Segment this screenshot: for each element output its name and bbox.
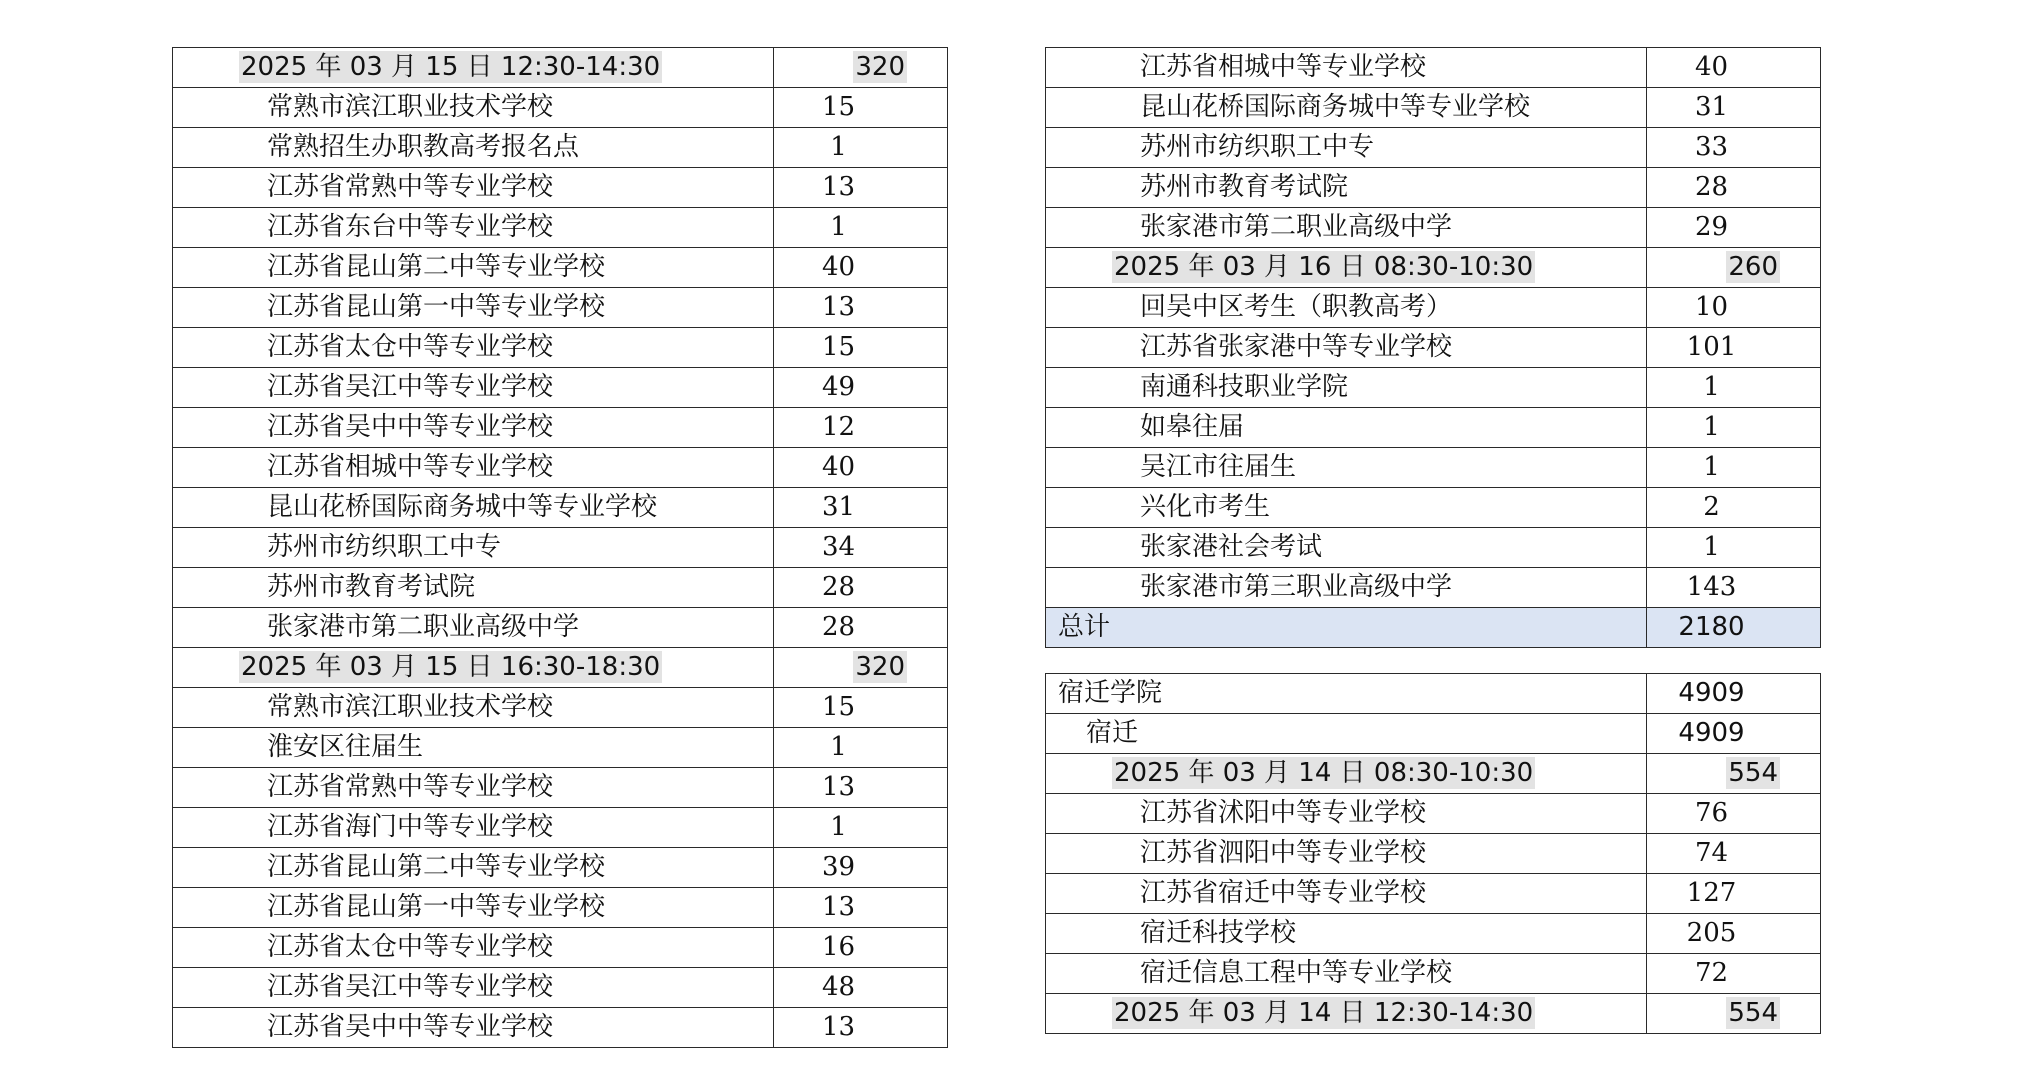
row-label bbox=[1046, 994, 1647, 1034]
row-label: 张家港市第二职业高级中学 bbox=[173, 608, 774, 648]
table-row bbox=[1046, 128, 1821, 168]
table-row bbox=[173, 448, 948, 488]
row-label bbox=[1046, 248, 1647, 288]
city-row bbox=[1046, 714, 1821, 754]
school-row bbox=[1046, 674, 1821, 714]
row-label: 回吴中区考生（职教高考） bbox=[1046, 288, 1647, 328]
row-count: 13 bbox=[774, 168, 948, 208]
row-count: 4909 bbox=[1647, 674, 1821, 714]
table-row bbox=[1046, 328, 1821, 368]
row-count: 143 bbox=[1647, 568, 1821, 608]
table-row bbox=[1046, 408, 1821, 448]
row-count: 4909 bbox=[1647, 714, 1821, 754]
row-count: 28 bbox=[774, 608, 948, 648]
table-row bbox=[1046, 528, 1821, 568]
table-row bbox=[1046, 48, 1821, 88]
table-row bbox=[1046, 168, 1821, 208]
table-row bbox=[1046, 88, 1821, 128]
row-label: 苏州市纺织职工中专 bbox=[173, 528, 774, 568]
row-count: 1 bbox=[1647, 408, 1821, 448]
row-count: 12 bbox=[774, 408, 948, 448]
session-date-row bbox=[173, 648, 948, 688]
session-datetime: 2025 年 03 月 14 日 08:30-10:30 bbox=[1114, 758, 1534, 788]
row-label: 淮安区往届生 bbox=[173, 728, 774, 768]
row-label: 宿迁 bbox=[1046, 714, 1647, 754]
row-count: 101 bbox=[1647, 328, 1821, 368]
session-total: 554 bbox=[1728, 758, 1778, 788]
row-count: 13 bbox=[774, 288, 948, 328]
row-label: 江苏省吴江中等专业学校 bbox=[173, 368, 774, 408]
session-datetime: 2025 年 03 月 15 日 16:30-18:30 bbox=[241, 652, 661, 682]
session-datetime: 2025 年 03 月 15 日 12:30-14:30 bbox=[241, 52, 661, 82]
row-label: 张家港市第三职业高级中学 bbox=[1046, 568, 1647, 608]
row-count: 2180 bbox=[1647, 608, 1821, 648]
row-count: 127 bbox=[1647, 874, 1821, 914]
session-total: 320 bbox=[855, 52, 905, 82]
session-date-row bbox=[173, 48, 948, 88]
row-label: 江苏省相城中等专业学校 bbox=[1046, 48, 1647, 88]
row-count: 13 bbox=[774, 768, 948, 808]
table-row bbox=[1046, 954, 1821, 994]
table-row bbox=[1046, 288, 1821, 328]
table-row bbox=[173, 488, 948, 528]
row-label: 苏州市纺织职工中专 bbox=[1046, 128, 1647, 168]
row-label: 江苏省常熟中等专业学校 bbox=[173, 768, 774, 808]
row-count: 40 bbox=[774, 248, 948, 288]
table-row bbox=[173, 848, 948, 888]
table-row bbox=[173, 768, 948, 808]
exam-table-right-bottom bbox=[1045, 673, 1821, 1034]
row-count bbox=[1647, 754, 1821, 794]
row-label: 江苏省泗阳中等专业学校 bbox=[1046, 834, 1647, 874]
row-count: 1 bbox=[1647, 368, 1821, 408]
row-count: 28 bbox=[774, 568, 948, 608]
table-row bbox=[1046, 874, 1821, 914]
row-label: 江苏省昆山第一中等专业学校 bbox=[173, 888, 774, 928]
row-count: 13 bbox=[774, 888, 948, 928]
table-row bbox=[173, 408, 948, 448]
table-row bbox=[173, 728, 948, 768]
table-row bbox=[173, 608, 948, 648]
session-date-row bbox=[1046, 248, 1821, 288]
row-count: 2 bbox=[1647, 488, 1821, 528]
row-count: 48 bbox=[774, 968, 948, 1008]
row-count: 31 bbox=[1647, 88, 1821, 128]
exam-table-right-top bbox=[1045, 47, 1821, 648]
exam-table-left bbox=[172, 47, 948, 1048]
row-label: 苏州市教育考试院 bbox=[173, 568, 774, 608]
table-row bbox=[1046, 448, 1821, 488]
row-label: 江苏省海门中等专业学校 bbox=[173, 808, 774, 848]
session-datetime: 2025 年 03 月 16 日 08:30-10:30 bbox=[1114, 252, 1534, 282]
row-label bbox=[1046, 754, 1647, 794]
table-row bbox=[173, 968, 948, 1008]
row-count: 39 bbox=[774, 848, 948, 888]
row-count: 34 bbox=[774, 528, 948, 568]
row-label: 宿迁信息工程中等专业学校 bbox=[1046, 954, 1647, 994]
row-label: 江苏省昆山第一中等专业学校 bbox=[173, 288, 774, 328]
row-count: 76 bbox=[1647, 794, 1821, 834]
row-count: 29 bbox=[1647, 208, 1821, 248]
row-count: 1 bbox=[774, 208, 948, 248]
table-row bbox=[173, 288, 948, 328]
row-count: 15 bbox=[774, 88, 948, 128]
row-label: 江苏省昆山第二中等专业学校 bbox=[173, 248, 774, 288]
row-count: 31 bbox=[774, 488, 948, 528]
table-row bbox=[173, 328, 948, 368]
row-count bbox=[1647, 248, 1821, 288]
row-count: 1 bbox=[774, 808, 948, 848]
row-label: 江苏省东台中等专业学校 bbox=[173, 208, 774, 248]
row-count: 72 bbox=[1647, 954, 1821, 994]
table-row bbox=[173, 568, 948, 608]
table-row bbox=[1046, 794, 1821, 834]
row-label: 如皋往届 bbox=[1046, 408, 1647, 448]
total-row bbox=[1046, 608, 1821, 648]
table-row bbox=[173, 248, 948, 288]
row-count bbox=[774, 648, 948, 688]
session-date-row bbox=[1046, 754, 1821, 794]
row-label: 江苏省常熟中等专业学校 bbox=[173, 168, 774, 208]
table-row bbox=[173, 888, 948, 928]
session-date-row bbox=[1046, 994, 1821, 1034]
table-row bbox=[173, 128, 948, 168]
row-label: 昆山花桥国际商务城中等专业学校 bbox=[173, 488, 774, 528]
row-count: 40 bbox=[1647, 48, 1821, 88]
session-total: 554 bbox=[1728, 998, 1778, 1028]
table-row bbox=[173, 928, 948, 968]
table-row bbox=[1046, 208, 1821, 248]
table-row bbox=[1046, 488, 1821, 528]
row-label: 江苏省吴中中等专业学校 bbox=[173, 1008, 774, 1048]
row-count: 33 bbox=[1647, 128, 1821, 168]
row-label: 昆山花桥国际商务城中等专业学校 bbox=[1046, 88, 1647, 128]
row-label: 江苏省张家港中等专业学校 bbox=[1046, 328, 1647, 368]
session-datetime: 2025 年 03 月 14 日 12:30-14:30 bbox=[1114, 998, 1534, 1028]
row-count: 74 bbox=[1647, 834, 1821, 874]
row-count: 10 bbox=[1647, 288, 1821, 328]
table-row bbox=[173, 528, 948, 568]
table-row bbox=[1046, 834, 1821, 874]
row-label: 苏州市教育考试院 bbox=[1046, 168, 1647, 208]
row-label bbox=[173, 48, 774, 88]
row-count: 15 bbox=[774, 688, 948, 728]
table-row bbox=[173, 808, 948, 848]
row-count: 28 bbox=[1647, 168, 1821, 208]
row-label: 江苏省吴江中等专业学校 bbox=[173, 968, 774, 1008]
row-count: 205 bbox=[1647, 914, 1821, 954]
row-label: 总计 bbox=[1046, 608, 1647, 648]
table-row bbox=[1046, 368, 1821, 408]
table-row bbox=[1046, 914, 1821, 954]
row-count: 15 bbox=[774, 328, 948, 368]
table-row bbox=[173, 208, 948, 248]
row-count: 1 bbox=[774, 128, 948, 168]
row-label: 江苏省昆山第二中等专业学校 bbox=[173, 848, 774, 888]
row-label: 宿迁学院 bbox=[1046, 674, 1647, 714]
row-count: 1 bbox=[1647, 528, 1821, 568]
row-label: 吴江市往届生 bbox=[1046, 448, 1647, 488]
row-label: 江苏省宿迁中等专业学校 bbox=[1046, 874, 1647, 914]
row-label: 南通科技职业学院 bbox=[1046, 368, 1647, 408]
session-total: 260 bbox=[1728, 252, 1778, 282]
row-count: 1 bbox=[1647, 448, 1821, 488]
row-label: 常熟市滨江职业技术学校 bbox=[173, 88, 774, 128]
table-row bbox=[173, 688, 948, 728]
table-row bbox=[173, 1008, 948, 1048]
table-row bbox=[173, 88, 948, 128]
row-count: 16 bbox=[774, 928, 948, 968]
row-count bbox=[774, 48, 948, 88]
row-label: 兴化市考生 bbox=[1046, 488, 1647, 528]
row-label: 江苏省相城中等专业学校 bbox=[173, 448, 774, 488]
row-label: 常熟招生办职教高考报名点 bbox=[173, 128, 774, 168]
row-count: 40 bbox=[774, 448, 948, 488]
row-label: 江苏省太仓中等专业学校 bbox=[173, 928, 774, 968]
row-label bbox=[173, 648, 774, 688]
row-count bbox=[1647, 994, 1821, 1034]
row-label: 江苏省沭阳中等专业学校 bbox=[1046, 794, 1647, 834]
row-label: 张家港社会考试 bbox=[1046, 528, 1647, 568]
row-label: 宿迁科技学校 bbox=[1046, 914, 1647, 954]
row-count: 13 bbox=[774, 1008, 948, 1048]
row-label: 江苏省吴中中等专业学校 bbox=[173, 408, 774, 448]
row-label: 江苏省太仓中等专业学校 bbox=[173, 328, 774, 368]
table-row bbox=[173, 368, 948, 408]
row-label: 张家港市第二职业高级中学 bbox=[1046, 208, 1647, 248]
table-row bbox=[173, 168, 948, 208]
row-count: 49 bbox=[774, 368, 948, 408]
row-count: 1 bbox=[774, 728, 948, 768]
session-total: 320 bbox=[855, 652, 905, 682]
row-label: 常熟市滨江职业技术学校 bbox=[173, 688, 774, 728]
table-row bbox=[1046, 568, 1821, 608]
